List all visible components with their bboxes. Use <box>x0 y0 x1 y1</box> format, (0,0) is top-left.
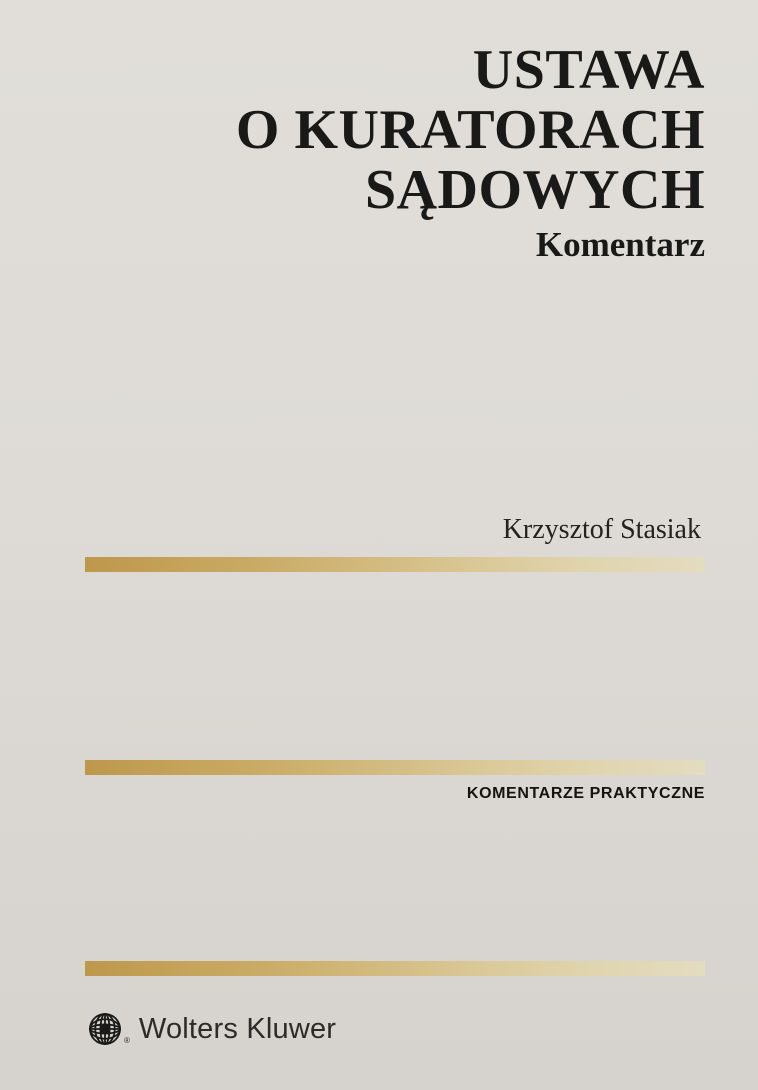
title-line-1: USTAWA <box>472 39 705 101</box>
publisher-name: Wolters Kluwer <box>138 1012 337 1045</box>
book-subtitle: Komentarz <box>535 225 705 264</box>
wolters-kluwer-logo <box>87 1011 336 1047</box>
gold-divider-bar-middle <box>85 760 705 775</box>
gold-divider-bar-bottom <box>85 961 705 976</box>
series-label: KOMENTARZE PRAKTYCZNE <box>466 785 705 802</box>
title-line-3: SĄDOWYCH <box>364 159 705 221</box>
gold-divider-bar-top <box>85 557 705 572</box>
globe-grid-icon <box>87 1011 123 1047</box>
book-title <box>236 40 705 268</box>
registered-trademark-symbol: ® <box>124 1036 130 1045</box>
title-line-2: O KURATORACH <box>235 99 705 161</box>
author-name: Krzysztof Stasiak <box>502 514 701 545</box>
